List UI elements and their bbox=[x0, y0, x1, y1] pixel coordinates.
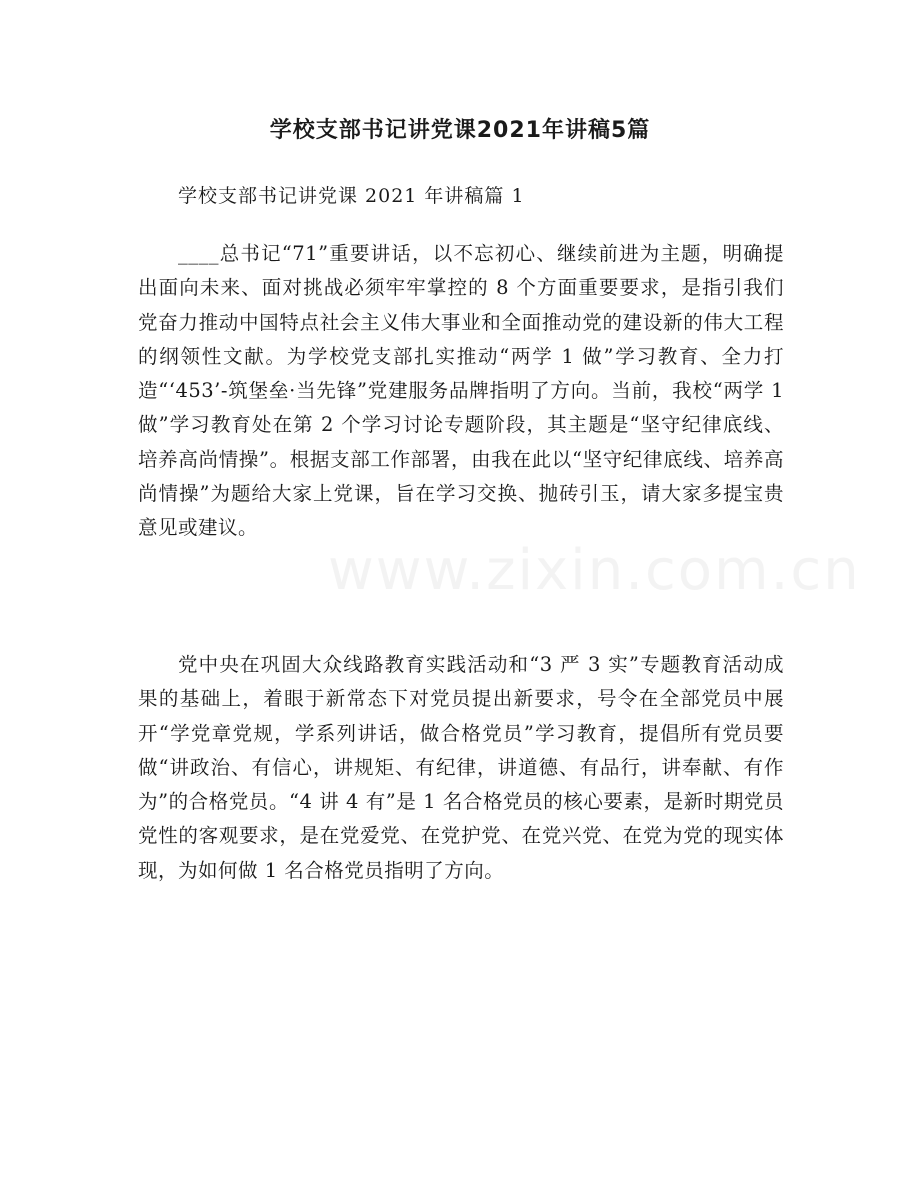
document-title: 学校支部书记讲党课2021年讲稿5篇 bbox=[269, 118, 651, 143]
body-paragraph-1: ____总书记“71”重要讲话，以不忘初心、继续前进为主题，明确提出面向未来、面对挑战必须牢牢掌控的 8 个方面重要要求，是指引我们党奋力推动中国特点社会主义伟大事业和全面推动党的建设新的伟大工程的纲领性文献。为学校党支部扎实推动“两学 1 做”学习教育、全力打造“‘453’-筑堡垒·当先锋”党建服务品牌指明了方向。当前，我校“两学 1 做”学习教育处在第 2 个学习讨论专题阶段，其主题是“坚守纪律底线、培养高尚情操”。根据支部工作部署，由我在此以“坚守纪律底线、培养高尚情操”为题给大家上党课，旨在学习交换、抛砖引玉，请大家多提宝贵意见或建议。 bbox=[138, 242, 784, 540]
watermark: www.zixin.com.cn bbox=[328, 538, 861, 603]
body-paragraph-2: 党中央在巩固大众线路教育实践活动和“3 严 3 实”专题教育活动成果的基础上，着眼于新常态下对党员提出新要求，号令在全部党员中展开“学党章党规，学系列讲话，做合格党员”学习教育，提倡所有党员要做“讲政治、有信心，讲规矩、有纪律，讲道德、有品行，讲奉献、有作为”的合格党员。“4 讲 4 有”是 1 名合格党员的核心要素，是新时期党员党性的客观要求，是在党爱党、在党护党、在党兴党、在党为党的现实体现，为如何做 1 名合格党员指明了方向。 bbox=[138, 653, 784, 882]
section-heading: 学校支部书记讲党课 2021 年讲稿篇 1 bbox=[178, 185, 525, 207]
